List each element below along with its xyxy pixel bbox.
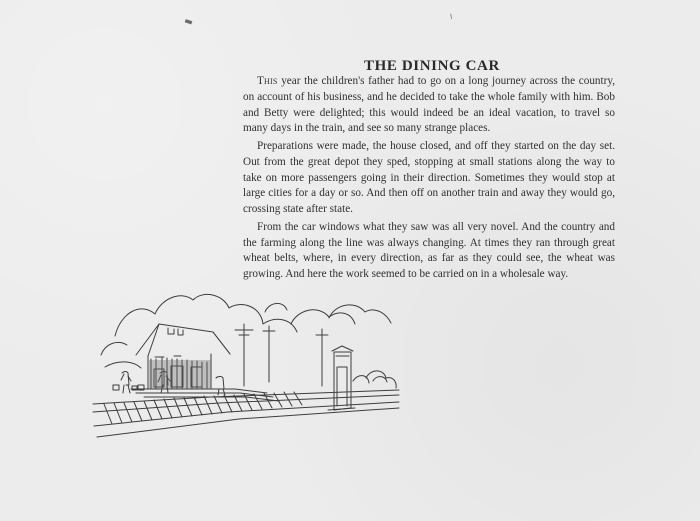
page-title: THE DINING CAR (364, 58, 500, 75)
paragraph-3: From the car windows what they saw was all very novel. And the country and the farming along the line was always changing. At times they ran through great wheat belts, where, in every direction, as far as they could see, the wheat was growing. And here the work seemed to be carried on in a wholesale way. (243, 220, 615, 280)
paragraph-1 (243, 74, 615, 137)
print-mark-left: ▬ (182, 15, 195, 29)
paragraph-1-lead: This (257, 75, 278, 87)
print-mark-right: ╵ (448, 14, 456, 26)
paragraph-1-text: year the children's father had to go on a long journey across the country, on account of his business, and he decided to take the whole family with him. Bob and Betty were delighted; this would indeed be an ideal vacation, to travel so many days in the train, and see so many strange places. (243, 75, 615, 135)
railway-station-illustration (93, 272, 399, 439)
story-text (243, 74, 615, 283)
paragraph-2: Preparations were made, the house closed, and off they started on the day set. Out from the great depot they sped, stopping at small stations along the way to take on more passengers going in their direction. Sometimes they would stop at large cities for a day or so. And then off on another train and away they would go, crossing state after state. (243, 140, 615, 215)
